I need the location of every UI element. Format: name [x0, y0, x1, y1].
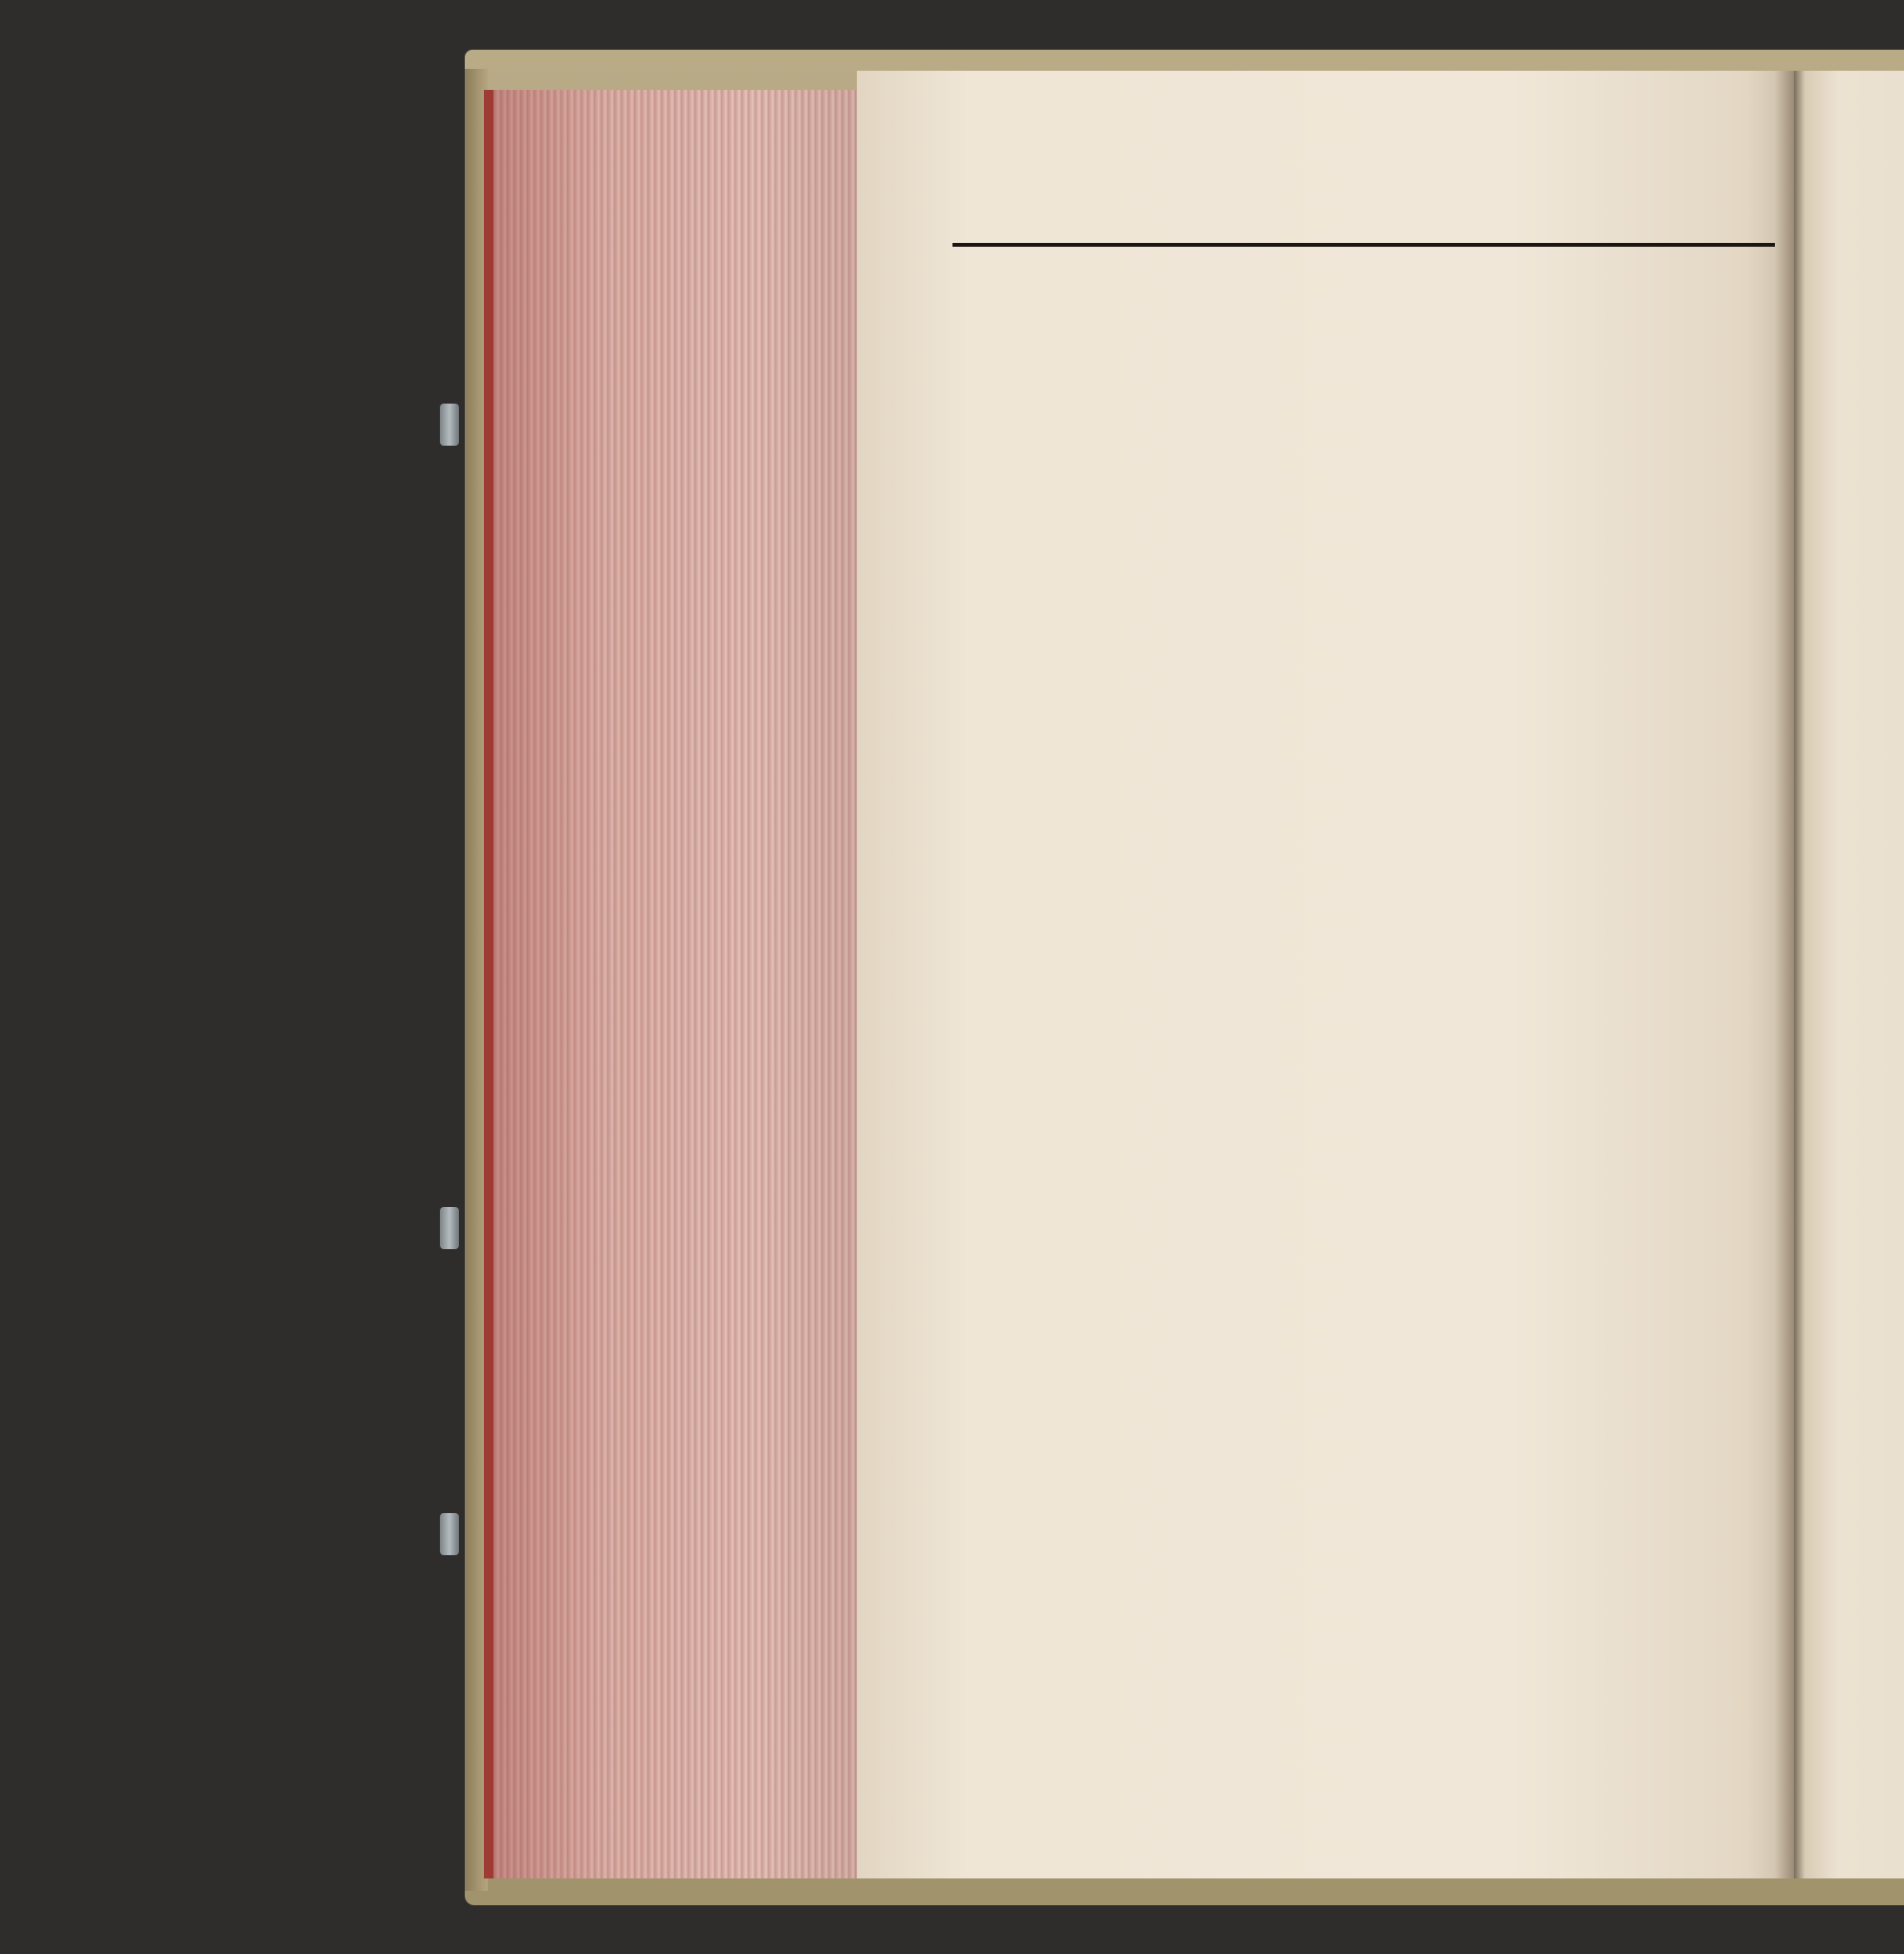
book [465, 50, 1904, 1905]
right-page-edge [1794, 71, 1904, 1878]
running-header [952, 186, 1775, 243]
metal-clasp [440, 1513, 459, 1555]
metal-clasp [440, 404, 459, 446]
page-edge-shade [493, 90, 866, 1878]
page-edge-block [484, 90, 866, 1878]
header-rule [952, 243, 1775, 247]
metal-clasp [440, 1207, 459, 1249]
left-page [857, 71, 1794, 1878]
